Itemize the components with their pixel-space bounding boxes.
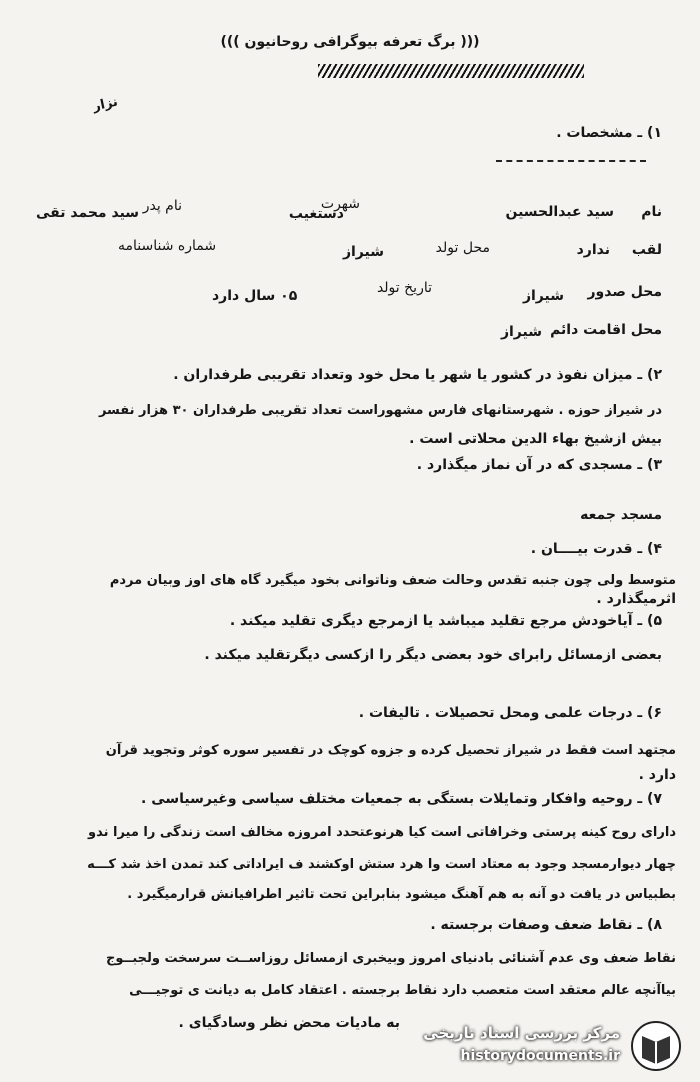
birthdate-value: ۰۵ سال دارد bbox=[212, 288, 298, 304]
form-title: ((( برگ تعرفه بیوگرافی روحانیون ))) bbox=[220, 34, 480, 50]
item-8-answer-line-3: به مادیات محض نظر وسادگیای . bbox=[178, 1015, 400, 1031]
item-2-answer-line-1: در شیراز حوزه . شهرستانهای فارس مشهوراست تعداد تقریبی طرفداران ۳۰ هزار نفسر bbox=[98, 403, 662, 418]
item-7-answer-line-1: دارای روح کینه پرستی وخرافاتی است کیا هرنوعتحدد امروزه مخالف است زندگی را میرا ندو bbox=[88, 825, 676, 840]
title-label: لقب bbox=[631, 242, 662, 258]
name-label: نام bbox=[641, 204, 662, 220]
item-4-answer-line-2: اثرمیگذارد . bbox=[596, 591, 676, 607]
item-2-heading: ۲) ـ میزان نفوذ در کشور یا شهر یا محل خود وتعداد تقریبی طرفداران . bbox=[173, 367, 662, 383]
residence-label: محل اقامت دائم bbox=[550, 322, 662, 338]
title-underline-hatch bbox=[318, 64, 584, 78]
section-1-heading: ۱) ـ مشخصات . bbox=[556, 125, 662, 141]
item-8-heading: ۸) ـ نقاط ضعف وصفات برجسته . bbox=[430, 917, 662, 933]
item-8-answer-line-1: نقاط ضعف وی عدم آشنائی بادنیای امروز وبیخبری ازمسائل روزاســت سرسخت ولجبــوج bbox=[105, 951, 676, 966]
residence-value: شیراز bbox=[500, 324, 542, 340]
item-4-answer-line-1: متوسط ولی چون جنبه تقدس وحالت ضعف وناتوانی بخود میگیرد گاه های اوز وبیان مردم bbox=[109, 573, 676, 588]
birthplace-label: محل تولد bbox=[435, 240, 490, 256]
archive-watermark bbox=[420, 1018, 690, 1076]
watermark-org-name: مرکز بررسی اسناد تاریخی bbox=[423, 1024, 620, 1042]
item-7-heading: ۷) ـ روحیه وافکار وتمایلات بستگی به جمعیات مختلف سیاسی وغیرسیاسی . bbox=[141, 791, 662, 807]
item-3-answer: مسجد جمعه bbox=[580, 507, 662, 523]
father-name-value: سید محمد تقی bbox=[36, 205, 140, 221]
issue-place-label: محل صدور bbox=[587, 284, 662, 300]
item-7-answer-line-3: بطبیاس در یافت دو آنه به هم آهنگ میشود بنابراین تحت تاثیر اطرافیانش قرارمیگیرد . bbox=[127, 887, 676, 902]
issue-place-value: شیراز bbox=[522, 288, 564, 304]
birthplace-value: شیراز bbox=[342, 244, 384, 260]
item-7-answer-line-2: چهار دیوارمسجد وجود به معتاد است وا هرد ستش اوکشند ف ایراداتی کند تمدن اخذ شد کـــه bbox=[87, 857, 676, 872]
birthdate-label: تاریخ تولد bbox=[376, 280, 432, 296]
item-8-answer-line-2: بیاآنچه عالم معتقد است متعصب دارد نقاط برجسته . اعتقاد کامل به دیانت ی توجیـــی bbox=[129, 983, 676, 998]
handwritten-note: نزار bbox=[91, 94, 120, 115]
surname-value: دستغیب bbox=[288, 206, 344, 222]
item-5-heading: ۵) ـ آیاخودش مرجع تقلید میباشد یا ازمرجع دیگری تقلید میکند . bbox=[229, 613, 662, 629]
id-number-label: شماره شناسنامه bbox=[118, 238, 217, 254]
item-4-heading: ۴) ـ قدرت بیــــان . bbox=[530, 541, 662, 557]
dashed-divider bbox=[496, 160, 646, 162]
item-6-answer-line-1: مجتهد است فقط در شیراز تحصیل کرده و جزوه کوچک در تفسیر سوره کوثر وتجوید قرآن bbox=[105, 743, 676, 758]
watermark-website: historydocuments.ir bbox=[460, 1048, 620, 1064]
item-3-heading: ۳) ـ مسجدی که در آن نماز میگذارد . bbox=[416, 457, 662, 473]
book-logo-icon bbox=[630, 1020, 682, 1072]
item-5-answer: بعضی ازمسائل رابرای خود بعضی دیگر را ازکسی دیگرتقلید میکند . bbox=[204, 647, 662, 663]
item-6-heading: ۶) ـ درجات علمی ومحل تحصیلات . تالیفات . bbox=[358, 705, 662, 721]
item-6-answer-line-2: دارد . bbox=[638, 767, 676, 783]
name-value: سید عبدالحسین bbox=[505, 204, 614, 220]
title-value: ندارد bbox=[576, 242, 610, 258]
item-2-answer-line-2: بیش ازشیخ بهاء الدین محلاتی است . bbox=[409, 431, 662, 447]
surname-label: شهرت bbox=[320, 196, 360, 212]
father-name-label: نام پدر bbox=[142, 198, 182, 214]
